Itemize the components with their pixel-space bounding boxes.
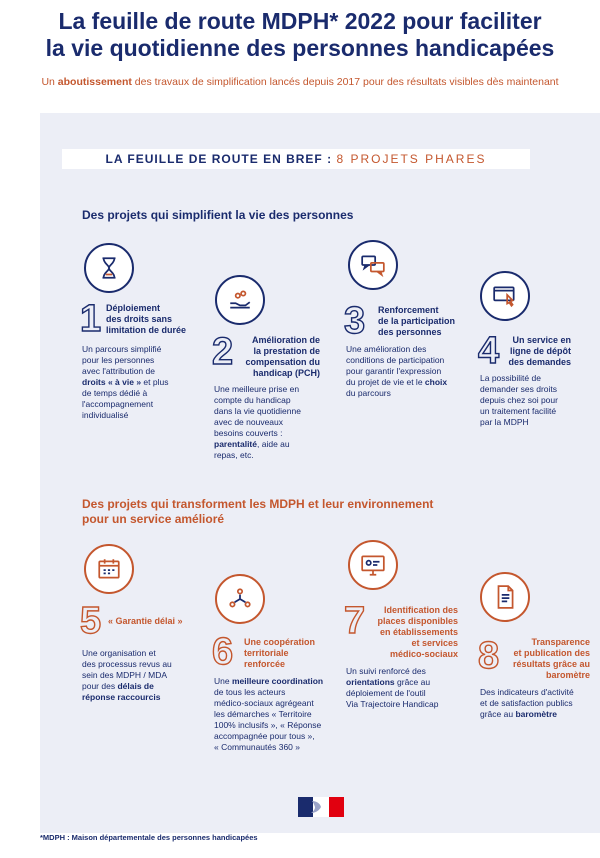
chat-bubbles-icon (348, 240, 398, 290)
section-title-2: Des projets qui transforment les MDPH et leur environnement pour un service amélioré (82, 497, 434, 526)
project-title: Déploiement des droits sans limitation de durée (106, 303, 187, 335)
project-title: Renforcement de la participation des personnes (378, 305, 456, 337)
marianne-logo-icon (298, 797, 344, 817)
calendar-icon (84, 544, 134, 594)
project-number: 2 (212, 331, 234, 373)
project-description: Un parcours simplifié pour les personnes avec l'attribution de droits « à vie » et plus de temps dédié à l'accompagnement individualisé (82, 344, 169, 420)
footnote: *MDPH : Maison départementale des personnes handicapées (40, 833, 258, 842)
project-title: Amélioration de la prestation de compensation du handicap (PCH) (245, 335, 320, 378)
project-description: La possibilité de demander ses droits depuis chez soi pour un traitement facilité par la MDPH (480, 373, 558, 427)
section-title-1: Des projets qui simplifient la vie des personnes (82, 208, 354, 222)
project-title: Identification des places disponibles en établissements et services médico-sociaux (377, 605, 458, 659)
hourglass-icon (84, 243, 134, 293)
project-number: 4 (478, 330, 500, 372)
project-number: 3 (344, 300, 366, 342)
project-number: 5 (80, 600, 102, 642)
project-title: Une coopération territoriale renforcée (244, 637, 316, 669)
page-title: La feuille de route MDPH* 2022 pour faciliter la vie quotidienne des personnes handicapées (45, 8, 555, 61)
project-title: Transparence et publication des résultats grâce au baromètre (512, 637, 590, 680)
computer-click-icon (480, 271, 530, 321)
project-description: Une meilleure coordination de tous les acteurs médico-sociaux agrégeant les démarches « Territoire 100% inclusifs », « Réponse accompagnée pour tous », « Communautés 360 » (214, 676, 324, 752)
project-number: 8 (478, 635, 500, 677)
network-people-icon (215, 574, 265, 624)
project-number: 6 (212, 631, 234, 673)
project-number: 7 (344, 600, 366, 642)
banner: LA FEUILLE DE ROUTE EN BREF : 8 PROJETS PHARES (62, 149, 530, 169)
project-description: Une meilleure prise en compte du handicap dans la vie quotidienne avec de nouveaux besoins couverts : parentalité, aide au repas, etc. (214, 384, 301, 460)
project-description: Un suivi renforcé des orientations grâce au déploiement de l'outil Via Trajectoire Handicap (346, 666, 439, 709)
project-title: Un service en ligne de dépôt des demandes (508, 335, 571, 367)
project-number: 1 (80, 298, 102, 340)
page-subtitle: Un aboutissement des travaux de simplification lancés depuis 2017 pour des résultats visibles dès maintenant (41, 76, 559, 88)
document-report-icon (480, 572, 530, 622)
monitor-check-icon (348, 540, 398, 590)
project-description: Une organisation et des processus revus au sein des MDPH / MDA pour des délais de réponse raccourcis (82, 648, 172, 702)
project-description: Une amélioration des conditions de participation pour garantir l'expression du projet de vie et le choix du parcours (346, 344, 448, 398)
project-description: Des indicateurs d'activité et de satisfaction publics grâce au baromètre (480, 687, 574, 719)
project-title: « Garantie délai » (108, 616, 183, 626)
hand-coins-icon (215, 275, 265, 325)
